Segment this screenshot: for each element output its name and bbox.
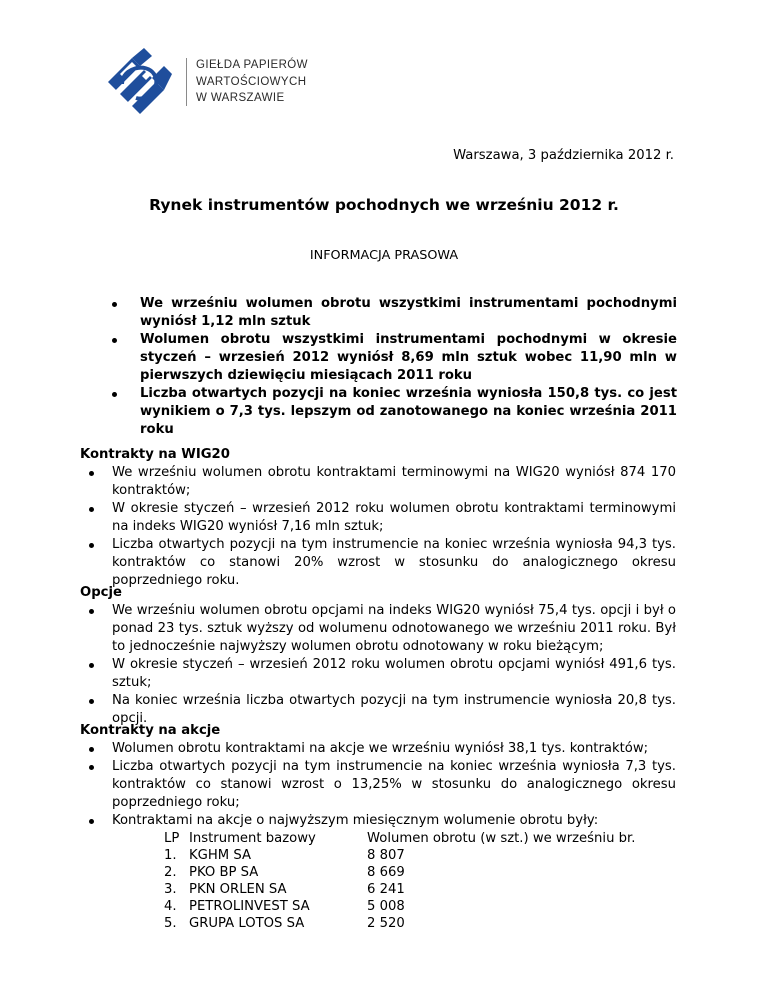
list-item — [80, 464, 676, 500]
bullet-icon — [112, 302, 117, 307]
press-label: INFORMACJA PRASOWA — [309, 248, 459, 263]
list-item — [80, 758, 676, 812]
table-header-cell: Wolumen obrotu (w szt.) we wrześniu br. — [367, 831, 636, 846]
bullet-icon — [89, 747, 94, 752]
highlight-item — [112, 295, 677, 331]
table-cell: KGHM SA — [189, 848, 251, 863]
table-row — [164, 847, 635, 864]
list-item — [80, 500, 676, 536]
table-cell: 5 008 — [367, 899, 405, 914]
logo-text — [196, 57, 308, 107]
list-item — [80, 812, 676, 830]
table-cell: PKO BP SA — [189, 865, 259, 880]
logo-divider — [186, 58, 187, 106]
list-item — [80, 602, 676, 656]
section-akcje — [80, 722, 676, 830]
bullet-icon — [89, 765, 94, 770]
gpw-logo — [102, 44, 182, 124]
table-cell: 5. — [164, 916, 177, 931]
table-cell: PKN ORLEN SA — [189, 882, 287, 897]
table-row — [164, 881, 635, 898]
top-instruments-table — [164, 830, 635, 932]
list-item-text: Liczba otwartych pozycji na tym instrumencie na koniec września wyniosła 94,3 tys. kontraktów co stanowi 20% wzrost w stosunku do analogicznego okresu poprzedniego roku. — [112, 537, 676, 588]
bullet-icon — [89, 819, 94, 824]
table-cell: 2. — [164, 865, 177, 880]
table-header-cell: Instrument bazowy — [189, 831, 316, 846]
list-item-text: W okresie styczeń – wrzesień 2012 roku wolumen obrotu kontraktami terminowymi na indeks WIG20 wyniósł 7,16 mln sztuk; — [112, 501, 676, 534]
bullet-icon — [112, 338, 117, 343]
bullet-icon — [89, 663, 94, 668]
highlight-item — [112, 385, 677, 439]
highlights — [112, 295, 677, 439]
bullet-icon — [89, 543, 94, 548]
highlight-item — [112, 331, 677, 385]
list-item — [80, 740, 676, 758]
list-item — [80, 536, 676, 590]
highlight-text: Wolumen obrotu wszystkimi instrumentami pochodnymi w okresie styczeń – wrzesień 2012 wyniósł 8,69 mln sztuk wobec 11,90 mln w pierwszych dziewięciu miesiącach 2011 roku — [140, 332, 677, 383]
highlight-text: We wrześniu wolumen obrotu wszystkimi instrumentami pochodnymi wyniósł 1,12 mln sztuk — [140, 296, 677, 329]
table-cell: 8 807 — [367, 848, 405, 863]
table-cell: 8 669 — [367, 865, 405, 880]
section-heading: Opcje — [80, 585, 122, 600]
bullet-icon — [89, 699, 94, 704]
table-row — [164, 864, 635, 881]
table-cell: 1. — [164, 848, 177, 863]
bullet-icon — [89, 609, 94, 614]
page-title: Rynek instrumentów pochodnych we wrześniu 2012 r. — [149, 196, 619, 214]
list-item-text: We wrześniu wolumen obrotu opcjami na indeks WIG20 wyniósł 75,4 tys. opcji i był o ponad 23 tys. sztuk wyższy od wolumenu odnotowanego we wrześniu 2011 roku. Był to jednocześnie najwyższy wolumen obrotu odnotowany w roku bieżącym; — [112, 603, 676, 654]
bullet-icon — [89, 507, 94, 512]
dateline: Warszawa, 3 października 2012 r. — [453, 148, 674, 163]
section-heading: Kontrakty na WIG20 — [80, 447, 230, 462]
bullet-icon — [112, 392, 117, 397]
list-item — [80, 656, 676, 692]
table-row — [164, 915, 635, 932]
table-header-row — [164, 830, 635, 847]
table-header-cell: LP — [164, 831, 180, 846]
list-item-text: Liczba otwartych pozycji na tym instrumencie na koniec września wyniosła 7,3 tys. kontraktów co stanowi wzrost o 13,25% w stosunku do analogicznego okresu poprzedniego roku; — [112, 759, 676, 810]
bullet-icon — [89, 471, 94, 476]
list-item-text: W okresie styczeń – wrzesień 2012 roku wolumen obrotu opcjami wyniósł 491,6 tys. sztuk; — [112, 657, 676, 690]
table-row — [164, 898, 635, 915]
logo-line: W WARSZAWIE — [196, 92, 285, 104]
list-item-text: Na koniec września liczba otwartych pozycji na tym instrumencie wyniosła 20,8 tys. opcji. — [112, 693, 676, 726]
table-cell: PETROLINVEST SA — [189, 899, 310, 914]
highlight-text: Liczba otwartych pozycji na koniec września wyniosła 150,8 tys. co jest wynikiem o 7,3 tys. lepszym od zanotowanego na koniec września 2011 roku — [140, 386, 677, 437]
list-item-text: We wrześniu wolumen obrotu kontraktami terminowymi na WIG20 wyniósł 874 170 kontraktów; — [112, 465, 676, 498]
table-cell: 2 520 — [367, 916, 405, 931]
section-heading: Kontrakty na akcje — [80, 723, 221, 738]
list-item-text: Kontraktami na akcje o najwyższym miesięcznym wolumenie obrotu były: — [112, 813, 599, 828]
table-cell: 6 241 — [367, 882, 405, 897]
section-wig20 — [80, 446, 676, 590]
section-opcje — [80, 584, 676, 728]
table-cell: 3. — [164, 882, 177, 897]
logo-line: WARTOŚCIOWYCH — [196, 75, 307, 88]
table-cell: GRUPA LOTOS SA — [189, 916, 305, 931]
table-cell: 4. — [164, 899, 177, 914]
list-item-text: Wolumen obrotu kontraktami na akcje we wrześniu wyniósł 38,1 tys. kontraktów; — [112, 741, 649, 756]
logo-line: GIEŁDA PAPIERÓW — [196, 59, 308, 71]
